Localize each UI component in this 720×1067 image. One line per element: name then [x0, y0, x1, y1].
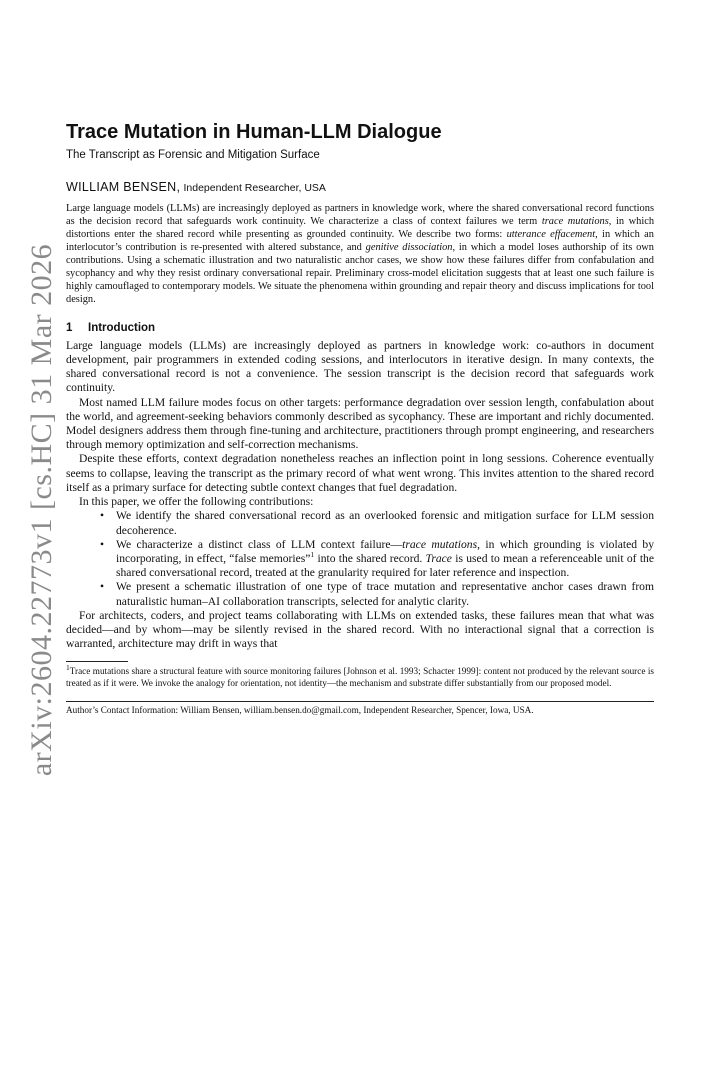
footnote-divider — [66, 661, 128, 662]
list-item-text: into the shared record. — [314, 551, 426, 565]
abstract-text: Large language models (LLMs) are increasingly deployed as partners in knowledge work, where the shared conversational record functions as the decision record that safeguards work continuity. We characterize a class of context failures we term — [66, 203, 654, 228]
list-item-text: We present a schematic illustration of one type of trace mutation and representative anchor cases drawn from naturalistic human–AI collaboration transcripts, selected for analytic clarity. — [116, 580, 654, 608]
author-name: WILLIAM BENSEN, — [66, 180, 181, 195]
intro-paragraph-3: Despite these efforts, context degradation nonetheless reaches an inflection point in long sessions. Coherence eventually seems to collapse, leaving the transcript as the primary record of what went wrong. This invites attention to the shared record itself as a primary surface for detecting subtle context changes that fuel degradation. — [66, 452, 654, 494]
term-trace: Trace — [425, 551, 452, 565]
abstract-text: , in which distortions enter the shared record while presenting as grounded continuity. We describe two forms: — [66, 216, 655, 241]
abstract-term: trace mutations — [541, 216, 609, 228]
abstract-term: utterance effacement — [506, 229, 596, 241]
author-contact-info: Author’s Contact Information: William Bensen, william.bensen.do@gmail.com, Independent Researcher, Spencer, Iowa, USA. — [66, 705, 534, 716]
contact-divider — [66, 701, 654, 702]
arxiv-identifier-stamp — [22, 243, 62, 777]
footnote-text: Trace mutations share a structural feature with source monitoring failures [Johnson et al. 1993; Schacter 1999]: content not produced by the relevant source is treated as if it were. We invoke the analogy for orientation, not identity—the mechanism and substrate differ substantially from our proposed model. — [66, 666, 654, 688]
abstract — [66, 203, 654, 306]
paper-title: Trace Mutation in Human-LLM Dialogue — [66, 121, 442, 143]
list-item-text: We identify the shared conversational record as an overlooked forensic and mitigation surface for LLM session decoherence. — [116, 509, 654, 537]
footnote-reference[interactable]: 1 — [310, 550, 315, 560]
abstract-text: , in which a model loses authorship of its own contributions. Using a schematic illustration and two naturalistic anchor cases, we show how these failures differ from confabulation and sycophancy and why they resist ordinary conversational repair. Preliminary cross-model elicitation suggests that at least one such failure is highly camouflaged to contemporary models. We situate the phenomena within grounding and repair theory and discuss implications for tool design. — [66, 242, 654, 305]
intro-paragraph-5: For architects, coders, and project teams collaborating with LLMs on extended tasks, these failures mean that what was decided—and by whom—may be silently revised in the shared record. With no interactional signal that a correction is warranted, architecture may drift in ways that — [66, 608, 654, 651]
list-item-text: is used to mean a referenceable unit of the shared conversational record, treated at the granularity required for later reference and inspection. — [116, 551, 654, 580]
contributions-list — [66, 509, 654, 608]
footnote — [66, 663, 654, 689]
arxiv-id: arXiv:2604.22773v1 [cs.HC] 31 Mar 2026 — [25, 243, 58, 777]
list-item — [100, 537, 654, 581]
intro-paragraph-1: Large language models (LLMs) are increasingly deployed as partners in knowledge work: co-authors in document development, pair programmers in extended coding sessions, and interlocutors in iterative design. In many contexts, the shared conversational record is not a convenience. The session transcript is the decision record that safeguards work continuity. — [66, 338, 654, 395]
section-heading-introduction — [66, 321, 654, 335]
list-item — [100, 580, 654, 608]
abstract-term: genitive dissociation — [365, 242, 453, 254]
term-trace-mutations: trace mutations — [402, 537, 478, 551]
paper-content — [66, 120, 654, 717]
intro-paragraph-4: In this paper, we offer the following contributions: — [79, 495, 314, 509]
section-number: 1 — [66, 321, 73, 334]
list-item — [100, 509, 654, 537]
bullet-icon: • — [100, 580, 105, 594]
author-affiliation: Independent Researcher, USA — [183, 182, 326, 195]
author-line — [66, 180, 654, 195]
bullet-icon: • — [100, 537, 105, 551]
bullet-icon: • — [100, 509, 105, 523]
footnote-mark: 1 — [66, 663, 70, 673]
list-item-text: We characterize a distinct class of LLM context failure— — [116, 537, 403, 551]
paper-subtitle: The Transcript as Forensic and Mitigation Surface — [66, 149, 320, 161]
section-title: Introduction — [88, 321, 156, 334]
intro-paragraph-2: Most named LLM failure modes focus on other targets: performance degradation over session length, confabulation about the world, and agreement-seeking behaviors commonly described as sycophancy. These are important and richly documented. Model designers address them through fine-tuning and architecture, practitioners through prompt engineering, and researchers through memory optimization and self-correction mechanisms. — [66, 395, 654, 452]
abstract-text: , in which an interlocutor’s contribution is re-presented with altered substance, and — [66, 229, 654, 254]
list-item-text: , in which grounding is violated by incorporating, in effect, “false memories” — [116, 537, 654, 565]
